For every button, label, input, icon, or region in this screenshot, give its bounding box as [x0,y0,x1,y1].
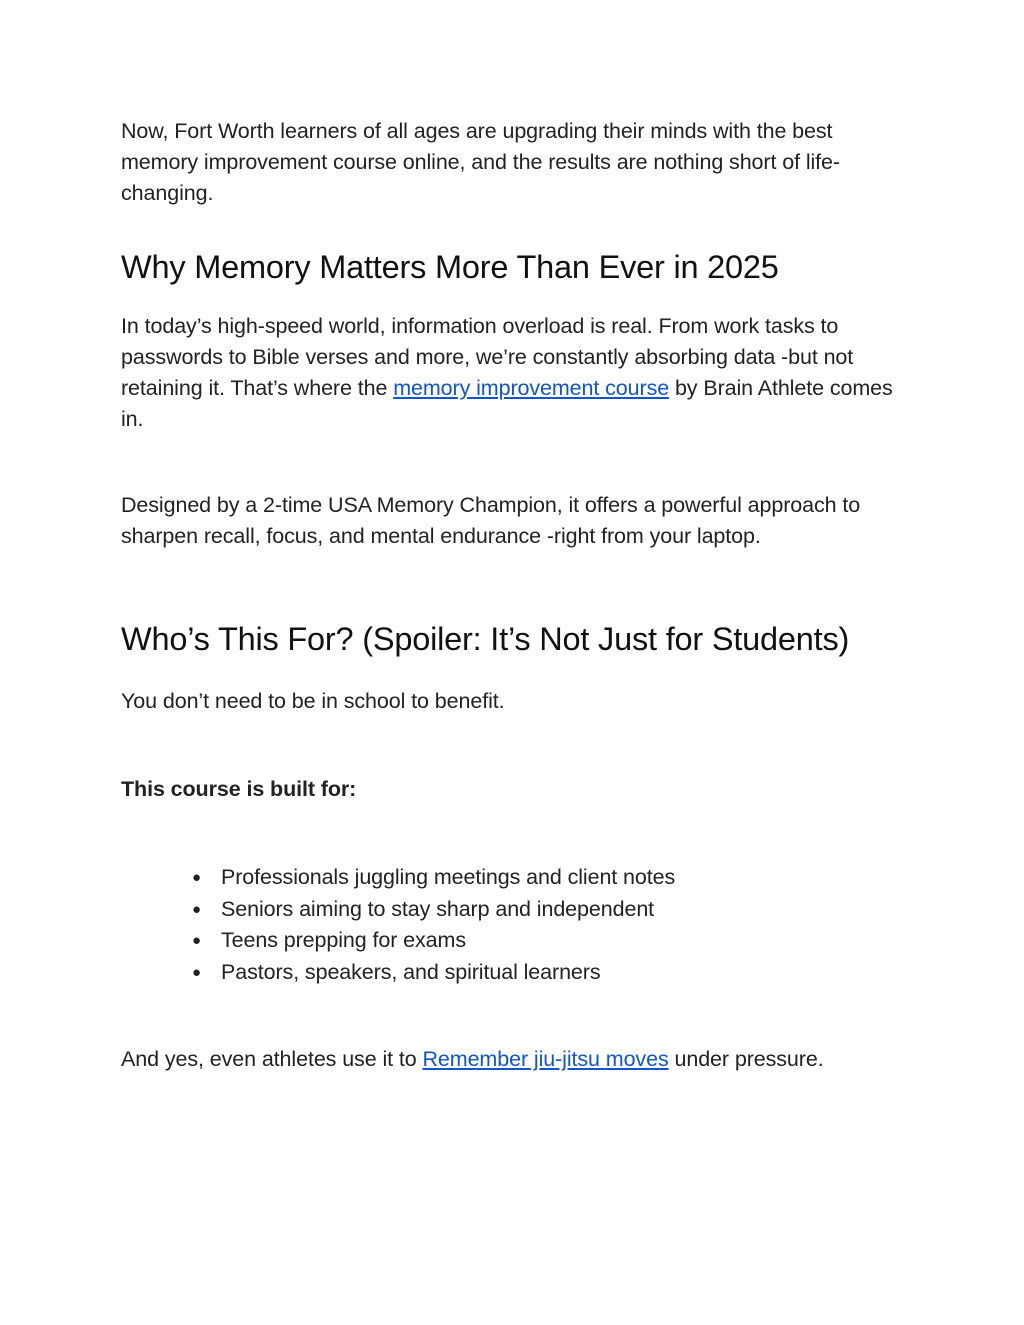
intro-paragraph: Now, Fort Worth learners of all ages are upgrading their minds with the best memory improvement course online, and the results are nothing short of life-changing. [121,119,840,205]
list-item [191,894,911,926]
section-heading-why-memory: Why Memory Matters More Than Ever in 2025 [121,249,779,285]
list-item [191,925,911,957]
list-item-text: Pastors, speakers, and spiritual learners [221,959,601,984]
closing-paragraph [121,1044,911,1075]
bullet-icon: ● [192,900,201,918]
section2-paragraph-1: You don’t need to be in school to benefit. [121,689,505,713]
section1-paragraph-1 [121,311,911,435]
list-item [191,862,911,894]
list-title: This course is built for: [121,777,357,801]
bullet-icon: ● [192,932,201,949]
section1-paragraph-1-text-before: In today’s high-speed world, information overload is real. From work tasks to passwords to Bible verses and more, we’re constantly absorbing data -but not retaining it. That’s where the [121,314,854,400]
section1-paragraph-2: Designed by a 2-time USA Memory Champion, it offers a powerful approach to sharpen recall, focus, and mental endurance -right from your laptop. [121,493,861,548]
list-item-text: Seniors aiming to stay sharp and independent [221,896,655,921]
section1-paragraph-1-text-after: by Brain Athlete comes in. [121,376,893,431]
list-item-text: Professionals juggling meetings and client notes [221,865,676,889]
list-item-text: Teens prepping for exams [221,928,466,952]
audience-list [191,862,911,988]
closing-text-after: under pressure. [668,1047,824,1071]
closing-text-before: And yes, even athletes use it to [121,1047,423,1071]
bullet-icon: ● [192,869,201,886]
bullet-icon: ● [192,963,201,981]
list-item [191,957,911,989]
remember-jiu-jitsu-moves-link[interactable]: Remember jiu-jitsu moves [422,1047,669,1071]
memory-improvement-course-link[interactable]: memory improvement course [393,376,670,400]
section-heading-whos-this-for: Who’s This For? (Spoiler: It’s Not Just for Students) [121,621,850,657]
